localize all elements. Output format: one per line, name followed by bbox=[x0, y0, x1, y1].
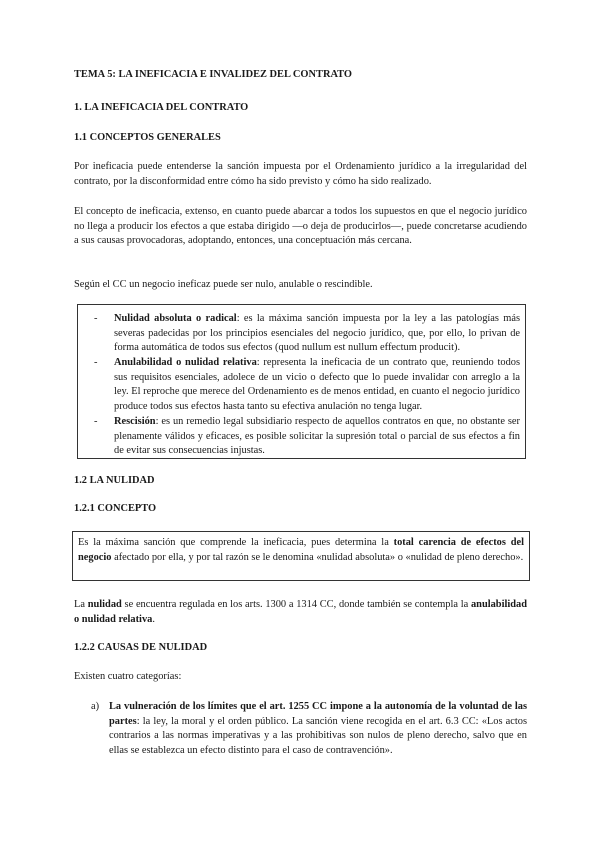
definition-nulidad-absoluta: : es la máxima sanción impuesta por la ley a las patologías más severas padecidas por los principios esenciales del negocio jurídico, que, por ello, lo privan de forma automática de todos sus efectos (quod nullum est nullum effectum producit). bbox=[114, 313, 520, 354]
bullet-dash: - bbox=[94, 313, 98, 324]
section-1-2-1-title: 1.2.1 CONCEPTO bbox=[74, 503, 157, 514]
list-item-a-text: : la ley, la moral y el orden público. La sanción viene recogida en el art. 6.3 CC: «Los actos contrarios a las normas imperativas y a las prohibitivas son nulos de pleno derecho, salvo que en ellas se establezca un efecto distinto para el caso de contravención». bbox=[109, 715, 527, 756]
term-rescision: Rescisión bbox=[114, 416, 156, 427]
paragraph-nulidad-regulation: La nulidad se encuentra regulada en los arts. 1300 a 1314 CC, donde también se contempla la anulabilidad o nulidad relativa. bbox=[74, 599, 527, 625]
paragraph-negocio-ineficaz: Según el CC un negocio ineficaz puede ser nulo, anulable o rescindible. bbox=[74, 279, 373, 290]
section-1-2-2-title: 1.2.2 CAUSAS DE NULIDAD bbox=[74, 642, 208, 653]
nulidad-concept-text: Es la máxima sanción que comprende la ineficacia, pues determina la total carencia de efectos del negocio afectado por ella, y por tal razón se le denomina «nulidad absoluta» o «nulidad de pleno derecho». bbox=[78, 537, 524, 563]
paragraph-four-categories: Existen cuatro categorías: bbox=[74, 671, 182, 682]
list-item-nulidad-absoluta bbox=[114, 312, 520, 356]
list-item-a-heading: La vulneración de los límites que el art. 1255 CC impone a la autonomía de la voluntad de las partes bbox=[109, 701, 527, 727]
tema-title: TEMA 5: LA INEFICACIA E INVALIDEZ DEL CONTRATO bbox=[74, 69, 353, 80]
definition-rescision: : es un remedio legal subsidiario respecto de aquellos contratos en que, no obstante ser plenamente válidos y eficaces, es posible solicitar la supresión total o parcial de sus efectos a fin de evitar sus consecuencias injustas. bbox=[114, 416, 520, 457]
section-1-2-title: 1.2 LA NULIDAD bbox=[74, 475, 155, 486]
paragraph-ineficacia-definition: Por ineficacia puede entenderse la sanción impuesta por el Ordenamiento jurídico a la irregularidad del contrato, por la disconformidad entre cómo ha sido previsto y cómo ha sido realizado. bbox=[74, 161, 527, 187]
bullet-dash: - bbox=[94, 416, 98, 427]
term-anulabilidad: Anulabilidad o nulidad relativa bbox=[114, 357, 257, 368]
list-item-anulabilidad bbox=[114, 356, 520, 414]
list-marker-a: a) bbox=[91, 701, 100, 712]
section-1-title: 1. LA INEFICACIA DEL CONTRATO bbox=[74, 102, 249, 113]
term-nulidad-absoluta: Nulidad absoluta o radical bbox=[114, 313, 237, 324]
ineficacia-types-box bbox=[77, 304, 526, 459]
bullet-dash: - bbox=[94, 357, 98, 368]
paragraph-ineficacia-concept: El concepto de ineficacia, extenso, en cuanto puede abarcar a todos los supuestos en que el negocio jurídico no llega a producir los efectos a que estaba dirigido —o deja de producirlos—, puede concretarse acudiendo a sus causas provocadoras, adoptando, entonces, una conceptuación más cercana. bbox=[74, 206, 527, 247]
list-item-rescision bbox=[114, 415, 520, 459]
section-1-1-title: 1.1 CONCEPTOS GENERALES bbox=[74, 132, 221, 143]
list-item-a bbox=[109, 700, 527, 758]
definition-anulabilidad: : representa la ineficacia de un contrato que, reuniendo todos sus requisitos esenciales, adolece de un vicio o defecto que lo puede invalidar con arreglo a la ley. El reproche que merece del Ordenamiento es de menos entidad, en cuanto el negocio jurídico produce todos sus efectos hasta tanto su efectiva anulación no tenga lugar. bbox=[114, 357, 520, 412]
nulidad-concept-box bbox=[72, 531, 530, 581]
